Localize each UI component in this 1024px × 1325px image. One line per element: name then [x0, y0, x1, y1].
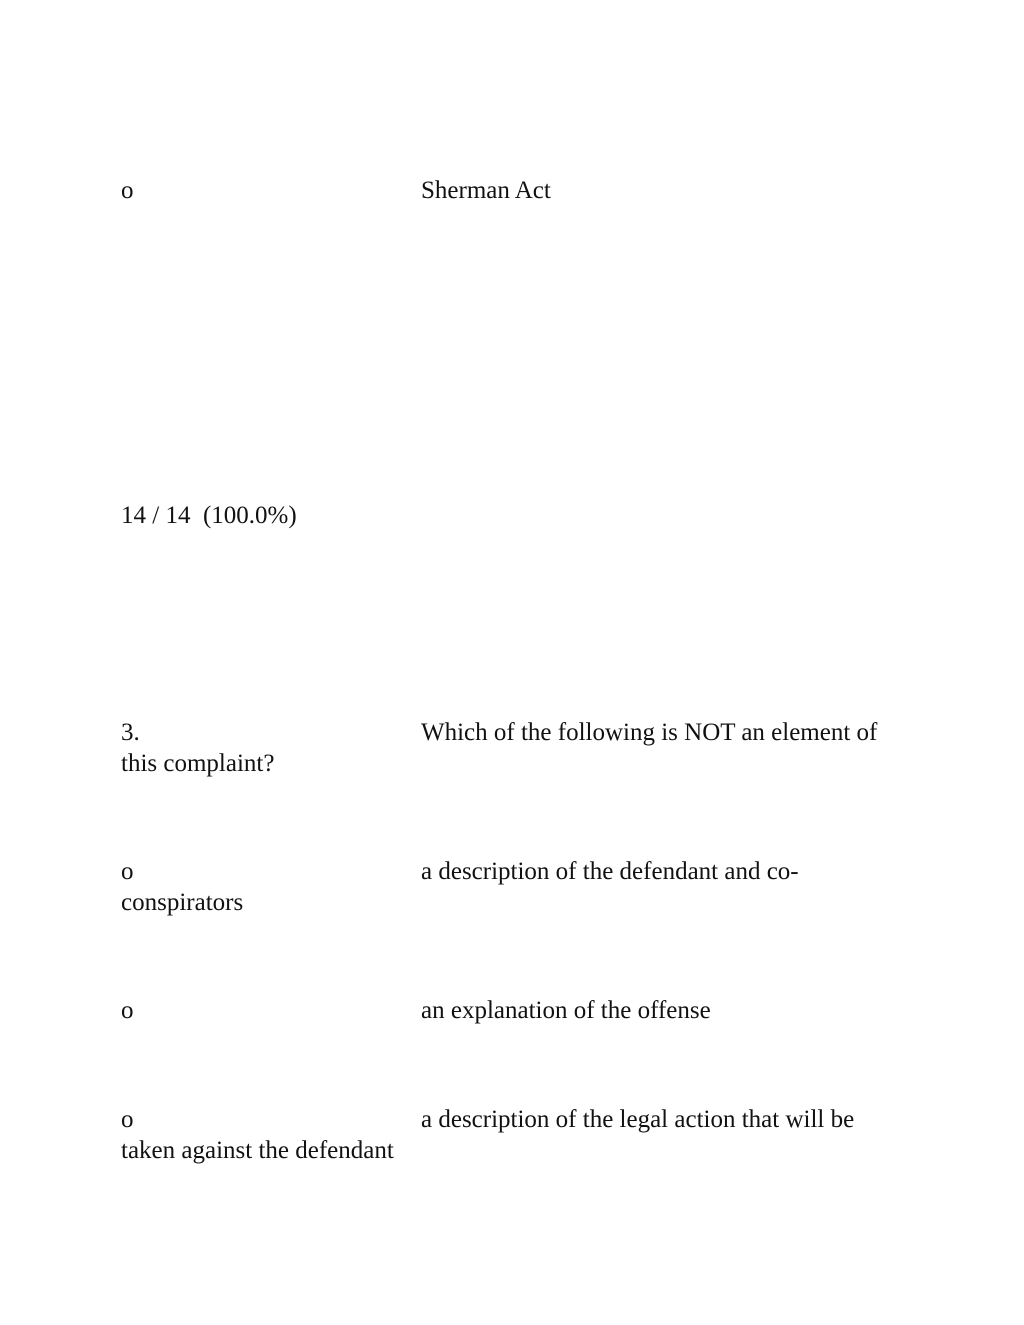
- question-number: 3.: [121, 719, 140, 746]
- answer-option-defendant-description: [121, 856, 891, 918]
- question-text: Which of the following is NOT an element of this complaint?: [121, 719, 878, 777]
- question-3: [121, 717, 891, 779]
- answer-option-offense-explanation: [121, 995, 891, 1026]
- option-text: an explanation of the offense: [421, 997, 711, 1024]
- option-text: Sherman Act: [421, 177, 551, 204]
- score-summary: 14 / 14 (100.0%): [121, 502, 297, 529]
- option-bullet: o: [121, 997, 134, 1024]
- option-text: a description of the legal action that will be taken against the defendant: [121, 1106, 855, 1164]
- option-text: a description of the defendant and co-conspirators: [121, 858, 799, 916]
- option-bullet: o: [121, 1106, 134, 1133]
- answer-option-sherman-act: [121, 175, 891, 206]
- option-bullet: o: [121, 177, 134, 204]
- answer-option-legal-action: [121, 1104, 891, 1166]
- option-bullet: o: [121, 858, 134, 885]
